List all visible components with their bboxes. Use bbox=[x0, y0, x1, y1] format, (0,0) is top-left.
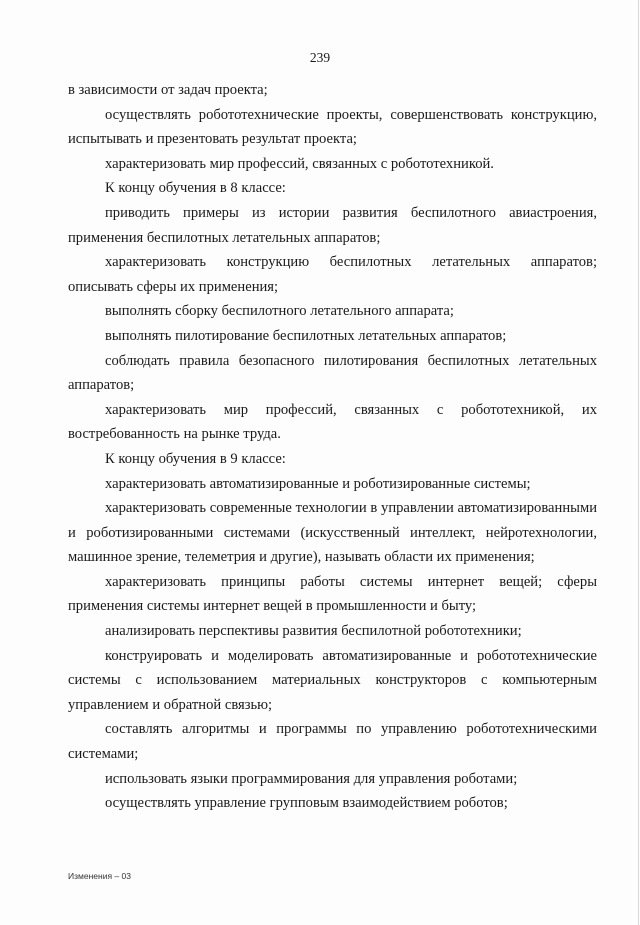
page-number: 239 bbox=[309, 50, 331, 65]
footer-revision-note: Изменения – 03 bbox=[68, 871, 131, 881]
paragraph: анализировать перспективы развития беспилотной робототехники; bbox=[105, 623, 522, 640]
paragraph: в зависимости от задач проекта; bbox=[68, 82, 268, 98]
paragraph: характеризовать мир профессий, связанных с робототехникой. bbox=[105, 155, 494, 172]
paragraph: приводить примеры из истории развития беспилотного авиастроения, применения беспилотных летательных аппаратов; bbox=[68, 204, 597, 246]
paragraph: К концу обучения в 9 классе: bbox=[105, 450, 286, 467]
paragraph: характеризовать автоматизированные и роботизированные системы; bbox=[105, 475, 531, 492]
page-edge-divider bbox=[638, 0, 639, 925]
paragraph: выполнять сборку беспилотного летательного аппарата; bbox=[105, 303, 454, 320]
paragraph: составлять алгоритмы и программы по управлению робототехническими системами; bbox=[68, 721, 597, 763]
paragraph: использовать языки программирования для управления роботами; bbox=[105, 770, 518, 787]
paragraph: осуществлять робототехнические проекты, совершенствовать конструкцию, испытывать и презентовать результат проекта; bbox=[68, 106, 597, 148]
paragraph: характеризовать современные технологии в управлении автоматизированными и роботизированными системами (искусственный интеллект, нейротехнологии, машинное зрение, телеметрия и другие), называть области их применения; bbox=[68, 500, 597, 566]
paragraph: характеризовать конструкцию беспилотных летательных аппаратов; описывать сферы их применения; bbox=[68, 254, 597, 295]
paragraph: К концу обучения в 8 классе: bbox=[105, 180, 286, 197]
body-text bbox=[68, 78, 597, 816]
paragraph: осуществлять управление групповым взаимодействием роботов; bbox=[105, 795, 508, 812]
paragraph: конструировать и моделировать автоматизированные и робототехнические системы с использованием материальных конструкторов с компьютерным управлением и обратной связью; bbox=[68, 647, 597, 713]
paragraph: характеризовать мир профессий, связанных с робототехникой, их востребованность на рынке труда. bbox=[68, 401, 597, 443]
paragraph: выполнять пилотирование беспилотных летательных аппаратов; bbox=[105, 327, 507, 344]
paragraph: соблюдать правила безопасного пилотирования беспилотных летательных аппаратов; bbox=[68, 352, 597, 394]
paragraph: характеризовать принципы работы системы интернет вещей; сферы применения системы интернет вещей в промышленности и быту; bbox=[68, 573, 597, 615]
